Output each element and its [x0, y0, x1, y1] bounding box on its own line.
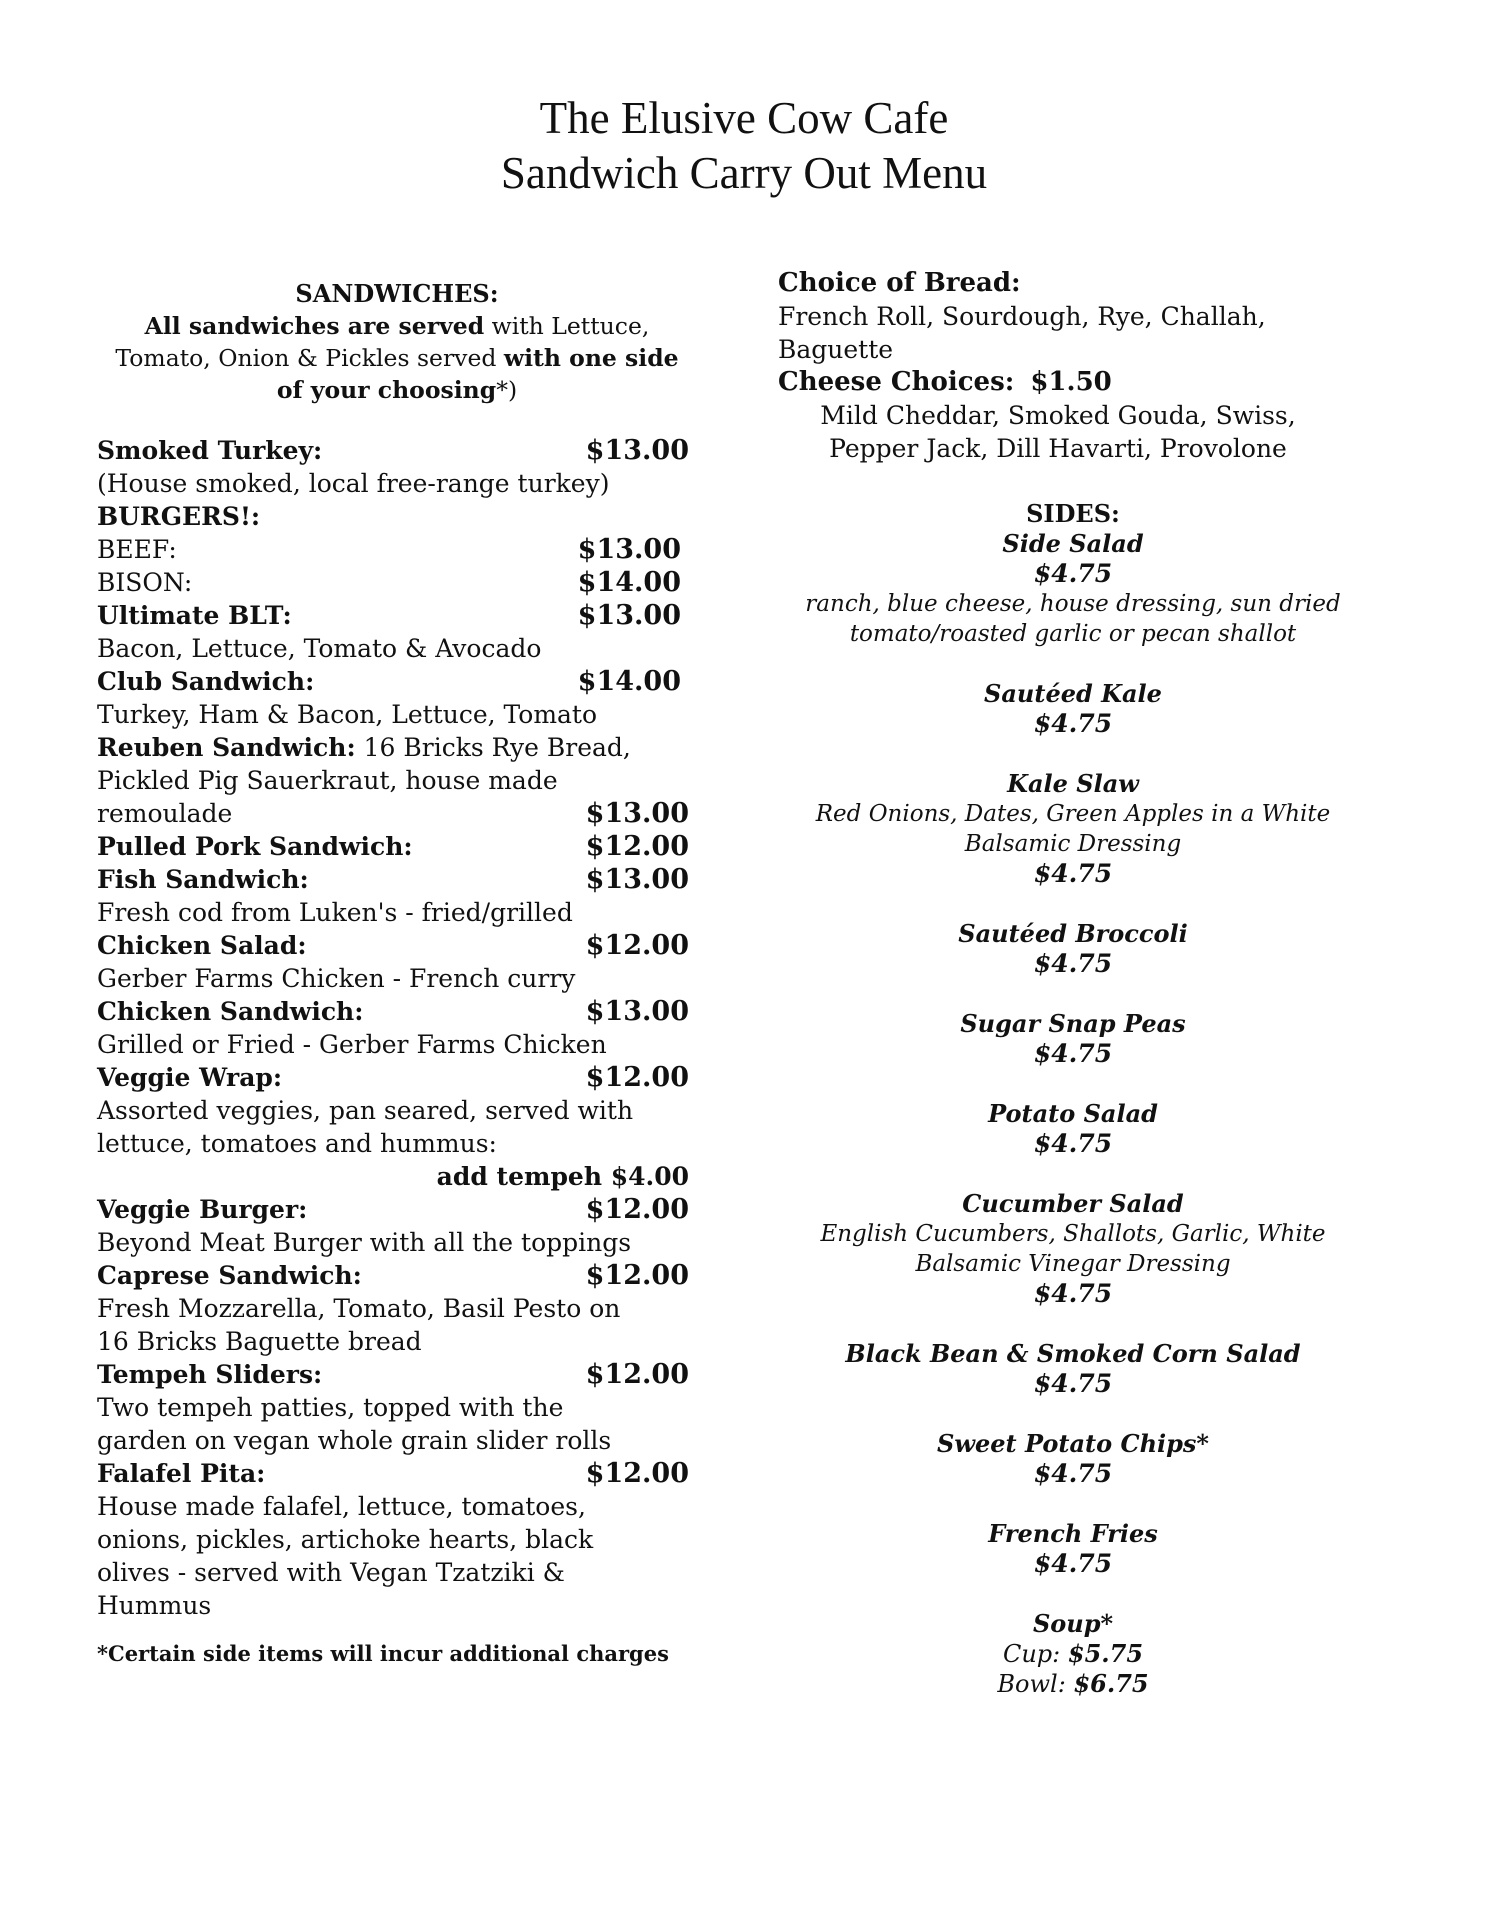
intro-plain-2: Tomato, Onion & Pickles served	[115, 344, 504, 372]
side-item	[778, 1519, 1368, 1579]
soup-name: Soup*	[1032, 1609, 1114, 1638]
reuben-desc-1: 16 Bricks Rye Bread,	[355, 733, 631, 762]
item-name: Club Sandwich:	[97, 667, 315, 696]
item-desc: Turkey, Ham & Bacon, Lettuce, Tomato	[97, 700, 598, 729]
item-name: Veggie Burger:	[97, 1195, 308, 1224]
item-desc: (House smoked, local free-range turkey)	[97, 469, 610, 498]
menu-item	[97, 1193, 697, 1226]
item-price: $12.00	[585, 1260, 689, 1291]
reuben-desc-3: remoulade	[97, 799, 233, 828]
side-item	[778, 769, 1368, 889]
cheese-list: Mild Cheddar, Smoked Gouda, Swiss, Pepper Jack, Dill Havarti, Provolone	[820, 401, 1296, 463]
side-name: Cucumber Salad	[962, 1189, 1184, 1218]
intro-plain-1: with Lettuce,	[484, 312, 650, 340]
side-name: Potato Salad	[988, 1099, 1158, 1128]
side-item	[778, 919, 1368, 979]
burgers-heading: BURGERS!:	[97, 502, 261, 531]
item-desc: Fresh Mozzarella, Tomato, Basil Pesto on 16 Bricks Baguette bread	[97, 1294, 621, 1356]
item-desc: Assorted veggies, pan seared, served with lettuce, tomatoes and hummus:	[97, 1096, 634, 1158]
bowl-price: $6.75	[1073, 1669, 1149, 1698]
beef-label: BEEF:	[97, 535, 177, 564]
menu-item	[97, 665, 697, 698]
side-name: Black Bean & Smoked Corn Salad	[845, 1339, 1301, 1368]
reuben-desc-2: Pickled Pig Sauerkraut, house made	[97, 766, 558, 795]
menu-item	[97, 863, 697, 896]
item-price: $12.00	[585, 831, 689, 862]
side-price: $4.75	[1033, 949, 1113, 978]
side-price: $4.75	[1033, 1039, 1113, 1068]
beef-price: $13.00	[577, 534, 681, 565]
item-price: $12.00	[585, 1458, 689, 1489]
item-desc: Fresh cod from Luken's - fried/grilled	[97, 898, 573, 927]
tempeh-addon: add tempeh $4.00	[436, 1162, 689, 1191]
soup-bowl	[778, 1669, 1368, 1699]
side-item	[778, 1099, 1368, 1159]
bison-label: BISON:	[97, 568, 193, 597]
side-price: $4.75	[1033, 1129, 1113, 1158]
item-price: $12.00	[585, 930, 689, 961]
menu-item	[97, 929, 697, 962]
side-item	[778, 1189, 1368, 1309]
soup-cup	[778, 1639, 1368, 1669]
menu-item	[97, 599, 697, 632]
bread-list: French Roll, Sourdough, Rye, Challah, Baguette	[778, 302, 1266, 364]
item-name: Fish Sandwich:	[97, 865, 309, 894]
menu-title: Sandwich Carry Out Menu	[500, 148, 988, 198]
side-item	[778, 529, 1368, 649]
bowl-label: Bowl:	[997, 1670, 1066, 1698]
item-desc: Two tempeh patties, topped with the garden on vegan whole grain slider rolls	[97, 1393, 612, 1455]
intro-bold-2: with one side	[503, 344, 679, 372]
item-price: $13.00	[585, 864, 689, 895]
side-name: Kale Slaw	[1007, 769, 1139, 798]
side-item	[778, 1009, 1368, 1069]
side-name: Side Salad	[1002, 529, 1144, 558]
item-price: $13.00	[577, 600, 681, 631]
cheese-heading-row	[778, 366, 1368, 399]
sandwiches-intro	[97, 310, 697, 406]
side-price: $4.75	[1033, 1279, 1113, 1308]
item-price: $12.00	[585, 1062, 689, 1093]
item-name: Tempeh Sliders:	[97, 1360, 323, 1389]
bread-heading: Choice of Bread:	[778, 268, 1021, 298]
item-price: $13.00	[585, 996, 689, 1027]
item-desc: Beyond Meat Burger with all the toppings	[97, 1228, 632, 1257]
menu-item	[97, 830, 697, 863]
side-desc: English Cucumbers, Shallots, Garlic, White Balsamic Vinegar Dressing	[820, 1221, 1326, 1277]
side-price: $4.75	[1033, 1459, 1113, 1488]
item-desc: House made falafel, lettuce, tomatoes, onions, pickles, artichoke hearts, black olives - served with Vegan Tzatziki & Hummus	[97, 1492, 594, 1620]
cup-label: Cup:	[1002, 1640, 1061, 1668]
item-price: $12.00	[585, 1359, 689, 1390]
footnote: *Certain side items will incur additional charges	[97, 1641, 669, 1666]
cheese-heading: Cheese Choices:	[778, 367, 1015, 397]
item-price: $12.00	[585, 1194, 689, 1225]
side-desc: Red Onions, Dates, Green Apples in a White Balsamic Dressing	[815, 801, 1331, 857]
soup-item	[778, 1609, 1368, 1699]
side-price: $4.75	[1033, 1549, 1113, 1578]
side-price: $4.75	[1033, 859, 1113, 888]
cafe-name: The Elusive Cow Cafe	[539, 93, 949, 143]
side-item	[778, 1429, 1368, 1489]
side-name: Sautéed Broccoli	[958, 919, 1188, 948]
reuben-price-row	[97, 797, 697, 830]
options-column	[778, 267, 1368, 1729]
intro-bold-1: All sandwiches are served	[144, 312, 485, 340]
menu-item	[97, 1457, 697, 1490]
reuben-item	[97, 731, 697, 764]
side-name: Sugar Snap Peas	[960, 1009, 1186, 1038]
side-name: Sweet Potato Chips*	[937, 1429, 1209, 1458]
item-desc: Bacon, Lettuce, Tomato & Avocado	[97, 634, 542, 663]
item-price: $13.00	[585, 435, 689, 466]
side-name: Sautéed Kale	[984, 679, 1162, 708]
item-price: $14.00	[577, 666, 681, 697]
item-name: Caprese Sandwich:	[97, 1261, 362, 1290]
item-desc: Grilled or Fried - Gerber Farms Chicken	[97, 1030, 607, 1059]
item-desc: Gerber Farms Chicken - French curry	[97, 964, 576, 993]
menu-item	[97, 1259, 697, 1292]
menu-item	[97, 995, 697, 1028]
item-name: Veggie Wrap:	[97, 1063, 283, 1092]
intro-plain-3: *)	[496, 376, 518, 404]
side-price: $4.75	[1033, 1369, 1113, 1398]
intro-bold-3: of your choosing	[276, 376, 497, 404]
item-name: Chicken Sandwich:	[97, 997, 364, 1026]
side-item	[778, 1339, 1368, 1399]
sandwiches-column	[97, 278, 697, 1668]
sandwiches-heading: SANDWICHES:	[295, 279, 499, 308]
cup-price: $5.75	[1067, 1639, 1144, 1668]
reuben-name: Reuben Sandwich:	[97, 733, 356, 762]
side-price: $4.75	[1033, 709, 1113, 738]
side-name: French Fries	[988, 1519, 1158, 1548]
burger-bison	[97, 566, 697, 599]
item-name: Ultimate BLT:	[97, 601, 292, 630]
item-name: Falafel Pita:	[97, 1459, 266, 1488]
burger-beef	[97, 533, 697, 566]
reuben-price: $13.00	[585, 798, 689, 829]
side-price: $4.75	[1033, 559, 1113, 588]
cheese-price: $1.50	[1030, 367, 1112, 397]
menu-item	[97, 1358, 697, 1391]
side-item	[778, 679, 1368, 739]
bison-price: $14.00	[577, 567, 681, 598]
item-name: Pulled Pork Sandwich:	[97, 832, 413, 861]
item-name: Smoked Turkey:	[97, 436, 323, 465]
menu-item	[97, 434, 697, 467]
side-desc: ranch, blue cheese, house dressing, sun dried tomato/roasted garlic or pecan shallot	[805, 591, 1341, 647]
menu-item	[97, 1061, 697, 1094]
item-name: Chicken Salad:	[97, 931, 307, 960]
sides-heading: SIDES:	[1026, 499, 1120, 528]
